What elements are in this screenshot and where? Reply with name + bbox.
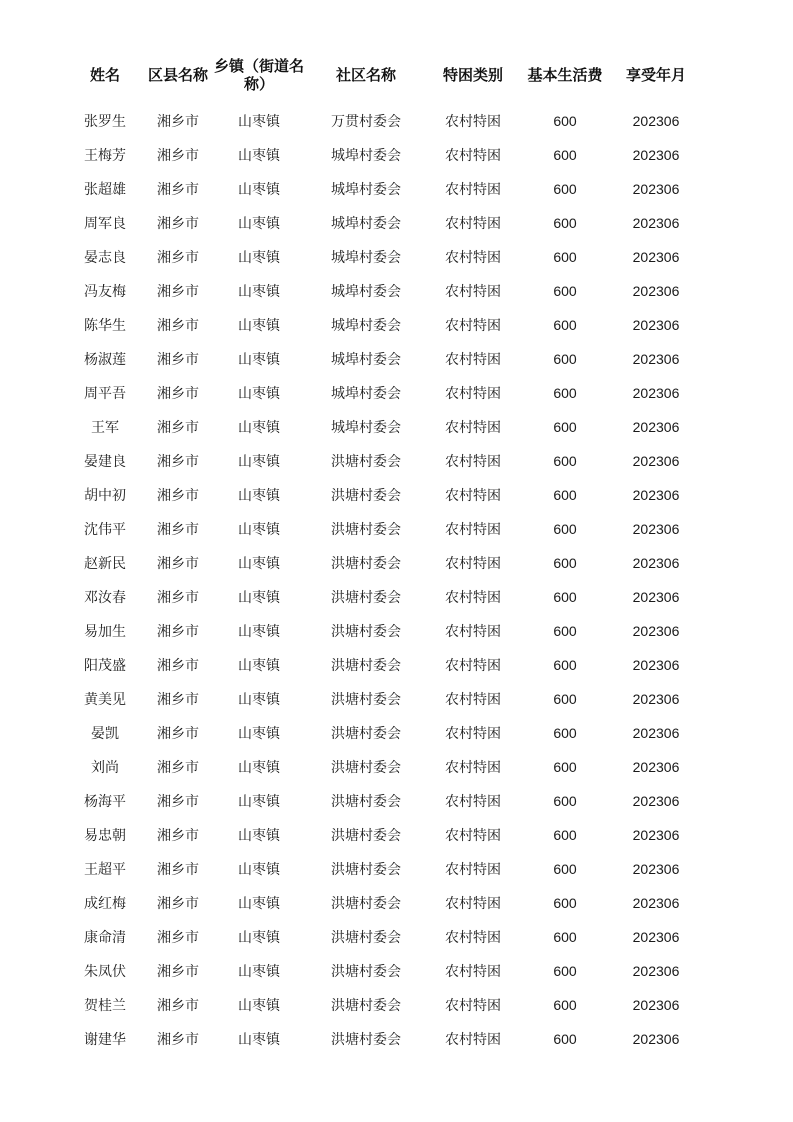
cell-town: 山枣镇 <box>238 862 280 878</box>
cell-name: 谢建华 <box>84 1032 126 1048</box>
cell-type: 农村特困 <box>445 182 501 198</box>
table-row <box>66 920 702 954</box>
cell-name: 黄美见 <box>84 692 126 708</box>
cell-community: 万贯村委会 <box>331 114 401 130</box>
cell-type: 农村特困 <box>445 828 501 844</box>
cell-town: 山枣镇 <box>238 726 280 742</box>
cell-county: 湘乡市 <box>157 488 199 504</box>
cell-county: 湘乡市 <box>157 828 199 844</box>
cell-community: 洪塘村委会 <box>331 1032 401 1048</box>
table-row <box>66 308 702 342</box>
cell-fee: 600 <box>553 351 577 367</box>
header-county: 区县名称 <box>147 66 208 84</box>
table-row <box>66 410 702 444</box>
cell-county: 湘乡市 <box>157 318 199 334</box>
cell-name: 周平吾 <box>84 386 126 402</box>
cell-community: 城埠村委会 <box>331 420 401 436</box>
cell-name: 贺桂兰 <box>84 998 126 1014</box>
cell-county: 湘乡市 <box>157 352 199 368</box>
cell-town: 山枣镇 <box>238 590 280 606</box>
header-type: 特困类别 <box>442 66 503 84</box>
table-row <box>66 614 702 648</box>
cell-fee: 600 <box>553 147 577 163</box>
table-row <box>66 444 702 478</box>
cell-county: 湘乡市 <box>157 114 199 130</box>
table-row <box>66 138 702 172</box>
cell-town: 山枣镇 <box>238 692 280 708</box>
cell-fee: 600 <box>553 657 577 673</box>
header-row <box>66 54 702 96</box>
cell-type: 农村特困 <box>445 352 501 368</box>
cell-county: 湘乡市 <box>157 896 199 912</box>
recipient-table <box>66 54 702 1056</box>
cell-type: 农村特困 <box>445 590 501 606</box>
cell-month: 202306 <box>632 827 680 843</box>
table-row <box>66 512 702 546</box>
cell-name: 晏凯 <box>91 726 119 742</box>
cell-name: 陈华生 <box>84 318 126 334</box>
cell-type: 农村特困 <box>445 454 501 470</box>
cell-name: 刘尚 <box>91 760 119 776</box>
cell-county: 湘乡市 <box>157 250 199 266</box>
cell-town: 山枣镇 <box>238 216 280 232</box>
cell-type: 农村特困 <box>445 522 501 538</box>
cell-town: 山枣镇 <box>238 964 280 980</box>
cell-fee: 600 <box>553 725 577 741</box>
cell-month: 202306 <box>632 725 680 741</box>
cell-fee: 600 <box>553 997 577 1013</box>
cell-town: 山枣镇 <box>238 998 280 1014</box>
cell-county: 湘乡市 <box>157 182 199 198</box>
table-row <box>66 852 702 886</box>
cell-type: 农村特困 <box>445 726 501 742</box>
table-row <box>66 172 702 206</box>
cell-county: 湘乡市 <box>157 930 199 946</box>
header-community: 社区名称 <box>335 66 396 84</box>
cell-community: 城埠村委会 <box>331 216 401 232</box>
cell-county: 湘乡市 <box>157 386 199 402</box>
cell-name: 杨海平 <box>84 794 126 810</box>
cell-name: 杨淑莲 <box>84 352 126 368</box>
table-row <box>66 96 702 138</box>
cell-month: 202306 <box>632 283 680 299</box>
cell-type: 农村特困 <box>445 386 501 402</box>
cell-month: 202306 <box>632 487 680 503</box>
cell-name: 晏建良 <box>84 454 126 470</box>
cell-community: 洪塘村委会 <box>331 522 401 538</box>
cell-community: 洪塘村委会 <box>331 726 401 742</box>
cell-name: 赵新民 <box>84 556 126 572</box>
table-row <box>66 206 702 240</box>
cell-county: 湘乡市 <box>157 624 199 640</box>
cell-month: 202306 <box>632 351 680 367</box>
table-row <box>66 988 702 1022</box>
cell-type: 农村特困 <box>445 964 501 980</box>
cell-community: 洪塘村委会 <box>331 488 401 504</box>
cell-fee: 600 <box>553 419 577 435</box>
table-row <box>66 954 702 988</box>
table-row <box>66 376 702 410</box>
cell-name: 易加生 <box>84 624 126 640</box>
cell-name: 张罗生 <box>84 114 126 130</box>
cell-name: 王梅芳 <box>84 148 126 164</box>
cell-month: 202306 <box>632 147 680 163</box>
cell-town: 山枣镇 <box>238 522 280 538</box>
cell-name: 易忠朝 <box>84 828 126 844</box>
cell-county: 湘乡市 <box>157 1032 199 1048</box>
cell-community: 洪塘村委会 <box>331 998 401 1014</box>
cell-name: 冯友梅 <box>84 284 126 300</box>
cell-month: 202306 <box>632 657 680 673</box>
cell-fee: 600 <box>553 453 577 469</box>
cell-name: 阳茂盛 <box>84 658 126 674</box>
cell-month: 202306 <box>632 215 680 231</box>
cell-town: 山枣镇 <box>238 828 280 844</box>
cell-county: 湘乡市 <box>157 862 199 878</box>
cell-town: 山枣镇 <box>238 760 280 776</box>
table-row <box>66 478 702 512</box>
table-row <box>66 818 702 852</box>
cell-type: 农村特困 <box>445 624 501 640</box>
cell-month: 202306 <box>632 929 680 945</box>
table-row <box>66 342 702 376</box>
cell-county: 湘乡市 <box>157 216 199 232</box>
cell-fee: 600 <box>553 521 577 537</box>
cell-name: 胡中初 <box>84 488 126 504</box>
cell-community: 洪塘村委会 <box>331 624 401 640</box>
table-row <box>66 784 702 818</box>
cell-type: 农村特困 <box>445 794 501 810</box>
cell-fee: 600 <box>553 385 577 401</box>
cell-county: 湘乡市 <box>157 522 199 538</box>
cell-county: 湘乡市 <box>157 454 199 470</box>
cell-month: 202306 <box>632 1031 680 1047</box>
cell-type: 农村特困 <box>445 488 501 504</box>
table-row <box>66 648 702 682</box>
cell-fee: 600 <box>553 793 577 809</box>
header-fee: 基本生活费 <box>527 66 603 84</box>
cell-community: 洪塘村委会 <box>331 760 401 776</box>
cell-community: 洪塘村委会 <box>331 828 401 844</box>
cell-month: 202306 <box>632 113 680 129</box>
cell-fee: 600 <box>553 759 577 775</box>
cell-community: 洪塘村委会 <box>331 862 401 878</box>
cell-name: 成红梅 <box>84 896 126 912</box>
cell-county: 湘乡市 <box>157 284 199 300</box>
cell-town: 山枣镇 <box>238 114 280 130</box>
table-row <box>66 580 702 614</box>
cell-community: 洪塘村委会 <box>331 930 401 946</box>
table-row <box>66 750 702 784</box>
cell-community: 洪塘村委会 <box>331 556 401 572</box>
cell-name: 邓汝春 <box>84 590 126 606</box>
cell-fee: 600 <box>553 963 577 979</box>
cell-fee: 600 <box>553 827 577 843</box>
cell-month: 202306 <box>632 759 680 775</box>
cell-community: 洪塘村委会 <box>331 692 401 708</box>
cell-town: 山枣镇 <box>238 624 280 640</box>
cell-name: 王军 <box>91 420 119 436</box>
cell-town: 山枣镇 <box>238 318 280 334</box>
cell-type: 农村特困 <box>445 930 501 946</box>
cell-county: 湘乡市 <box>157 420 199 436</box>
cell-community: 城埠村委会 <box>331 318 401 334</box>
cell-town: 山枣镇 <box>238 284 280 300</box>
cell-town: 山枣镇 <box>238 250 280 266</box>
cell-county: 湘乡市 <box>157 794 199 810</box>
cell-town: 山枣镇 <box>238 420 280 436</box>
cell-type: 农村特困 <box>445 318 501 334</box>
cell-type: 农村特困 <box>445 250 501 266</box>
cell-month: 202306 <box>632 385 680 401</box>
cell-type: 农村特困 <box>445 760 501 776</box>
cell-fee: 600 <box>553 317 577 333</box>
cell-fee: 600 <box>553 589 577 605</box>
table-row <box>66 240 702 274</box>
cell-name: 王超平 <box>84 862 126 878</box>
cell-month: 202306 <box>632 453 680 469</box>
cell-fee: 600 <box>553 861 577 877</box>
cell-month: 202306 <box>632 793 680 809</box>
cell-fee: 600 <box>553 113 577 129</box>
cell-fee: 600 <box>553 249 577 265</box>
cell-county: 湘乡市 <box>157 726 199 742</box>
cell-town: 山枣镇 <box>238 556 280 572</box>
cell-type: 农村特困 <box>445 420 501 436</box>
cell-county: 湘乡市 <box>157 692 199 708</box>
table-row <box>66 1022 702 1056</box>
cell-community: 洪塘村委会 <box>331 896 401 912</box>
cell-month: 202306 <box>632 997 680 1013</box>
cell-town: 山枣镇 <box>238 1032 280 1048</box>
table-row <box>66 274 702 308</box>
cell-community: 洪塘村委会 <box>331 794 401 810</box>
cell-community: 城埠村委会 <box>331 148 401 164</box>
header-month: 享受年月 <box>625 66 686 84</box>
cell-community: 城埠村委会 <box>331 284 401 300</box>
cell-month: 202306 <box>632 521 680 537</box>
cell-county: 湘乡市 <box>157 590 199 606</box>
cell-month: 202306 <box>632 419 680 435</box>
cell-month: 202306 <box>632 589 680 605</box>
cell-type: 农村特困 <box>445 862 501 878</box>
cell-county: 湘乡市 <box>157 760 199 776</box>
cell-name: 张超雄 <box>84 182 126 198</box>
cell-fee: 600 <box>553 283 577 299</box>
cell-fee: 600 <box>553 929 577 945</box>
cell-name: 朱凤伏 <box>84 964 126 980</box>
cell-town: 山枣镇 <box>238 454 280 470</box>
cell-county: 湘乡市 <box>157 556 199 572</box>
cell-month: 202306 <box>632 317 680 333</box>
cell-community: 洪塘村委会 <box>331 658 401 674</box>
cell-fee: 600 <box>553 623 577 639</box>
cell-type: 农村特困 <box>445 692 501 708</box>
cell-fee: 600 <box>553 895 577 911</box>
cell-town: 山枣镇 <box>238 148 280 164</box>
table-row <box>66 546 702 580</box>
cell-name: 沈伟平 <box>84 522 126 538</box>
table-row <box>66 886 702 920</box>
cell-fee: 600 <box>553 555 577 571</box>
cell-name: 周军良 <box>84 216 126 232</box>
header-town: 乡镇（街道名称） <box>213 57 304 93</box>
cell-month: 202306 <box>632 691 680 707</box>
cell-community: 城埠村委会 <box>331 250 401 266</box>
cell-town: 山枣镇 <box>238 488 280 504</box>
cell-type: 农村特困 <box>445 216 501 232</box>
cell-community: 城埠村委会 <box>331 386 401 402</box>
cell-community: 城埠村委会 <box>331 352 401 368</box>
cell-fee: 600 <box>553 181 577 197</box>
cell-town: 山枣镇 <box>238 930 280 946</box>
cell-community: 洪塘村委会 <box>331 454 401 470</box>
cell-fee: 600 <box>553 215 577 231</box>
cell-fee: 600 <box>553 487 577 503</box>
cell-name: 晏志良 <box>84 250 126 266</box>
cell-community: 洪塘村委会 <box>331 964 401 980</box>
cell-community: 城埠村委会 <box>331 182 401 198</box>
cell-type: 农村特困 <box>445 896 501 912</box>
cell-town: 山枣镇 <box>238 896 280 912</box>
cell-month: 202306 <box>632 623 680 639</box>
cell-type: 农村特困 <box>445 1032 501 1048</box>
cell-fee: 600 <box>553 691 577 707</box>
cell-type: 农村特困 <box>445 556 501 572</box>
cell-county: 湘乡市 <box>157 964 199 980</box>
cell-town: 山枣镇 <box>238 182 280 198</box>
cell-town: 山枣镇 <box>238 658 280 674</box>
cell-fee: 600 <box>553 1031 577 1047</box>
cell-type: 农村特困 <box>445 148 501 164</box>
table-body <box>66 96 702 1056</box>
cell-type: 农村特困 <box>445 284 501 300</box>
cell-county: 湘乡市 <box>157 998 199 1014</box>
cell-town: 山枣镇 <box>238 794 280 810</box>
cell-type: 农村特困 <box>445 658 501 674</box>
table-row <box>66 682 702 716</box>
cell-month: 202306 <box>632 963 680 979</box>
cell-month: 202306 <box>632 181 680 197</box>
header-name: 姓名 <box>89 66 120 84</box>
cell-month: 202306 <box>632 861 680 877</box>
cell-county: 湘乡市 <box>157 658 199 674</box>
cell-month: 202306 <box>632 249 680 265</box>
cell-type: 农村特困 <box>445 114 501 130</box>
cell-town: 山枣镇 <box>238 386 280 402</box>
cell-month: 202306 <box>632 895 680 911</box>
cell-community: 洪塘村委会 <box>331 590 401 606</box>
cell-county: 湘乡市 <box>157 148 199 164</box>
cell-name: 康命清 <box>84 930 126 946</box>
cell-month: 202306 <box>632 555 680 571</box>
table-row <box>66 716 702 750</box>
cell-type: 农村特困 <box>445 998 501 1014</box>
cell-town: 山枣镇 <box>238 352 280 368</box>
